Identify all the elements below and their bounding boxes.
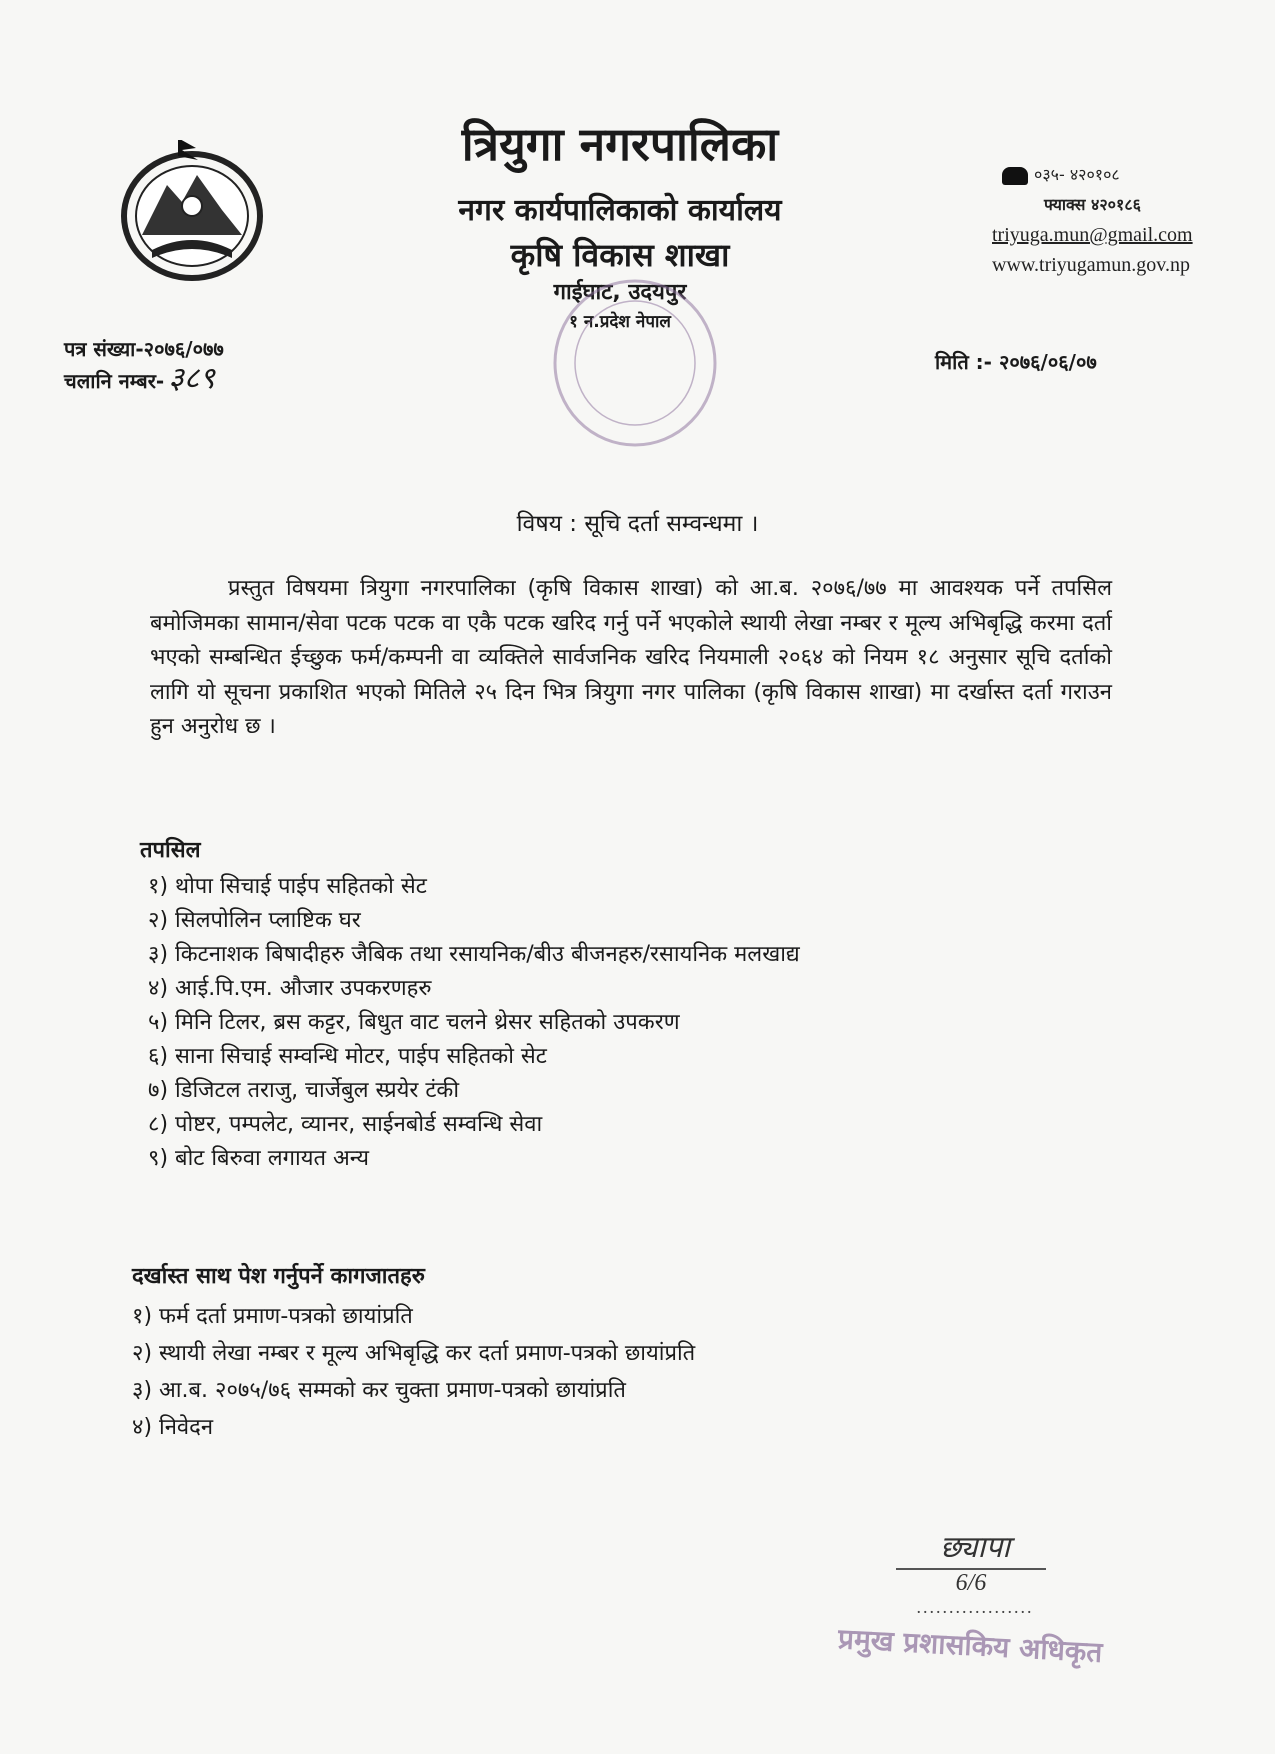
- signature-line2: 6/6: [896, 1568, 1046, 1597]
- email-link[interactable]: triyuga.mun@gmail.com: [992, 224, 1193, 246]
- fax-number: फ्याक्स ४२०१८६: [1044, 195, 1141, 214]
- dispatch-number: ३८९: [168, 362, 215, 395]
- signature-block: [890, 1525, 1060, 1618]
- subject-line: विषय : सूचि दर्ता सम्वन्धमा ।: [516, 511, 759, 537]
- province-name: १ न.प्रदेश नेपाल: [569, 312, 671, 332]
- list-item: १) फर्म दर्ता प्रमाण-पत्रको छायांप्रति: [132, 1304, 413, 1329]
- list-item: ७) डिजिटल तराजु, चार्जेबुल स्प्रयेर टंकी: [148, 1078, 460, 1103]
- schedule-list: [148, 870, 800, 1176]
- phone-number: ०३५- ४२०१०८: [1034, 165, 1120, 184]
- dispatch-label: चलानि नम्बर-: [64, 369, 165, 393]
- nepal-emblem-icon: [112, 140, 272, 285]
- notice-body: प्रस्तुत विषयमा त्रियुगा नगरपालिका (कृषि विकास शाखा) को आ.ब. २०७६/७७ मा आवश्यक पर्ने तपसिल बमोजिमका सामान/सेवा पटक पटक वा एकै पटक खरिद गर्नु पर्ने भएकोले स्थायी लेखा नम्बर र मूल्य अभिबृद्धि करमा दर्ता भएको सम्बन्धित ईच्छुक फर्म/कम्पनी वा व्यक्तिले सार्वजनिक खरिद नियमाली २०६४ को नियम १८ अनुसार सूचि दर्ताको लागि यो सूचना प्रकाशित भएको मितिले २५ दिन भित्र त्रियुगा नगर पालिका (कृषि विकास शाखा) मा दर्खास्त दर्ता गराउन हुन अनुरोध छ ।: [150, 576, 1112, 740]
- office-stamp: [540, 268, 730, 458]
- documents-list: [132, 1298, 695, 1446]
- list-item: २) स्थायी लेखा नम्बर र मूल्य अभिबृद्धि कर दर्ता प्रमाण-पत्रको छायांप्रति: [132, 1341, 696, 1366]
- signature-line1: छ्यापा: [939, 1531, 1011, 1564]
- telephone-icon: [1002, 167, 1028, 185]
- list-item: ४) निवेदन: [132, 1415, 214, 1440]
- office-address: गाईघाट, उदयपुर: [553, 280, 687, 305]
- contact-block: [992, 160, 1193, 280]
- list-item: ६) साना सिचाई सम्वन्धि मोटर, पाईप सहितको सेट: [148, 1044, 547, 1069]
- list-item: १) थोपा सिचाई पाईप सहितको सेट: [148, 874, 427, 899]
- website-link[interactable]: www.triyugamun.gov.np: [992, 254, 1190, 276]
- signature-dots: ..................: [916, 1597, 1034, 1617]
- list-item: ९) बोट बिरुवा लगायत अन्य: [148, 1146, 370, 1171]
- list-item: २) सिलपोलिन प्लाष्टिक घर: [148, 908, 361, 933]
- list-item: ८) पोष्टर, पम्पलेट, व्यानर, साईनबोर्ड सम्वन्धि सेवा: [148, 1112, 543, 1137]
- branch-name: कृषि विकास शाखा: [510, 236, 730, 274]
- officer-title-stamp: प्रमुख प्रशासकिय अधिकृत: [837, 1622, 1104, 1669]
- letter-number: पत्र संख्या-२०७६/०७७: [64, 337, 224, 361]
- municipality-title: त्रियुगा नगरपालिका: [461, 117, 779, 171]
- office-name: नगर कार्यपालिकाको कार्यालय: [458, 193, 782, 228]
- schedule-heading: तपसिल: [140, 838, 201, 863]
- letter-date: मिति :- २०७६/०६/०७: [935, 350, 1097, 374]
- list-item: ५) मिनि टिलर, ब्रस कट्टर, बिधुत वाट चलने थ्रेसर सहितको उपकरण: [148, 1010, 680, 1035]
- list-item: ४) आई.पि.एम. औजार उपकरणहरु: [148, 976, 432, 1001]
- list-item: ३) किटनाशक बिषादीहरु जैबिक तथा रसायनिक/बीउ बीजनहरु/रसायनिक मलखाद्य: [148, 942, 800, 967]
- list-item: ३) आ.ब. २०७५/७६ सम्मको कर चुक्ता प्रमाण-पत्रको छायांप्रति: [132, 1378, 626, 1403]
- documents-heading: दर्खास्त साथ पेश गर्नुपर्ने कागजातहरु: [132, 1264, 425, 1289]
- reference-block: [64, 334, 224, 396]
